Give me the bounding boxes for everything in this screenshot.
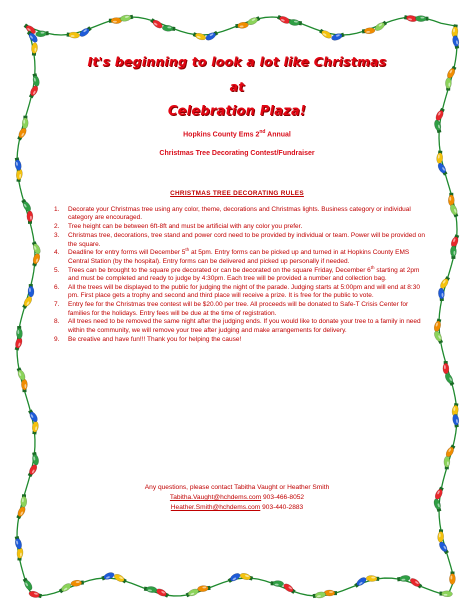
organizer-subtitle bbox=[46, 129, 428, 138]
light-bulb bbox=[197, 585, 211, 592]
light-bulb bbox=[282, 582, 296, 594]
light-bulb bbox=[433, 318, 442, 332]
email-link-tabitha[interactable]: Tabitha.Vaught@hchdems.com bbox=[169, 494, 262, 502]
light-bulb bbox=[204, 30, 218, 42]
rule-item bbox=[54, 301, 426, 318]
light-bulb bbox=[437, 529, 444, 542]
light-bulb bbox=[21, 379, 27, 392]
light-bulb bbox=[32, 73, 41, 87]
light-bulb bbox=[28, 84, 39, 98]
light-bulb bbox=[155, 587, 169, 598]
light-bulb bbox=[445, 78, 451, 91]
light-bulb bbox=[21, 295, 33, 309]
light-bulb bbox=[449, 571, 455, 584]
light-bulb bbox=[434, 486, 445, 500]
rule-text: Christmas tree, decorations, tree stand and power cord need to be provided by individual or team. Power will be provided on the square. bbox=[68, 232, 425, 248]
light-bulb bbox=[101, 571, 115, 581]
rule-number: 3. bbox=[54, 232, 60, 240]
light-bulb bbox=[450, 234, 460, 248]
rule-text: Entry fee for the Christmas tree contest will be $20.00 per tree. All proceeds will be donated to Safe-T Crisis Center for families for the holidays. Entry fees will be due at the time of registration. bbox=[68, 301, 409, 317]
light-bulb bbox=[437, 162, 449, 176]
light-bulb bbox=[409, 577, 423, 589]
light-bulb bbox=[439, 276, 451, 290]
light-bulb bbox=[28, 284, 34, 297]
rule-text: All trees need to be removed the same night after the judging ends. If you would like to donate your tree to a family in need within the community, we will remove your tree after judging and make arrangements for delivery. bbox=[68, 318, 421, 334]
rule-number: 2. bbox=[54, 223, 60, 231]
light-bulb bbox=[277, 14, 291, 25]
light-bulb bbox=[27, 463, 39, 477]
phone-tabitha: 903-466-8052 bbox=[261, 494, 305, 502]
rule-number: 9. bbox=[54, 335, 60, 343]
light-bulb bbox=[433, 498, 443, 512]
light-bulb bbox=[113, 573, 127, 585]
light-bulb bbox=[452, 414, 460, 428]
light-bulb bbox=[31, 253, 41, 267]
rule-item bbox=[54, 264, 426, 284]
rule-item bbox=[54, 206, 426, 223]
light-bulb bbox=[246, 15, 260, 26]
rule-item bbox=[54, 318, 426, 335]
light-bulb bbox=[35, 30, 48, 37]
light-bulb bbox=[14, 536, 23, 550]
light-bulb bbox=[374, 20, 388, 32]
light-bulb bbox=[438, 541, 450, 555]
light-bulb bbox=[14, 157, 22, 171]
light-bulb bbox=[120, 14, 134, 22]
light-bulb bbox=[446, 65, 458, 79]
rule-number: 8. bbox=[54, 318, 60, 326]
light-bulb bbox=[16, 367, 27, 381]
phone-heather: 903-440-2883 bbox=[260, 504, 304, 512]
rule-text-end: at 5pm. Entry forms can be picked up and turned in at Hopkins County EMS Central Station (by the hospital). Entry forms can be delivered and picked up personally if needed. bbox=[68, 249, 410, 265]
light-bulb bbox=[450, 246, 456, 259]
light-bulb bbox=[16, 127, 27, 141]
light-bulb bbox=[22, 116, 28, 129]
light-bulb bbox=[31, 241, 42, 255]
rule-text: All the trees will be displayed to the public for judging the night of the parade. Judging starts at 5:00pm and will end at 8:30 pm. First place gets a trophy and second and third place will receive a prize. It is free for the public to vote. bbox=[68, 283, 420, 300]
light-bulb bbox=[271, 580, 284, 587]
light-bulb bbox=[448, 193, 454, 206]
light-bulb bbox=[434, 107, 445, 121]
light-bulb bbox=[362, 27, 375, 34]
organizer-text: Hopkins County Ems 2 bbox=[183, 131, 260, 139]
light-bulb bbox=[319, 28, 333, 40]
light-bulb bbox=[58, 582, 72, 594]
light-bulb bbox=[331, 32, 345, 42]
organizer-annual: Annual bbox=[265, 131, 291, 139]
light-bulb bbox=[433, 119, 442, 133]
contact-section bbox=[46, 483, 428, 514]
light-bulb bbox=[192, 31, 206, 41]
light-bulb bbox=[227, 572, 241, 584]
light-bulb bbox=[366, 575, 379, 582]
light-bulb bbox=[452, 35, 460, 49]
rule-number: 1. bbox=[54, 206, 60, 213]
rule-item bbox=[54, 284, 426, 301]
light-bulb bbox=[15, 505, 26, 519]
rule-ordinal: th bbox=[370, 264, 375, 270]
light-bulb bbox=[22, 577, 34, 591]
rules-heading: CHRISTMAS TREE DECORATING RULES bbox=[170, 190, 304, 197]
headline-line-1: It's beginning to look a lot like Christmas bbox=[87, 54, 387, 69]
light-bulb bbox=[449, 203, 459, 217]
light-bulb bbox=[16, 326, 22, 339]
light-bulb bbox=[433, 330, 444, 344]
rule-text: Decorate your Christmas tree using any color, theme, decorations and Christmas lights. Business category or individual category are encouraged. bbox=[68, 206, 411, 222]
rule-text-end: starting at 2pm and must be completed and ready to judge by 4:30pm. Each tree will be provided a number and collection bag. bbox=[68, 266, 420, 283]
rule-item bbox=[54, 223, 426, 231]
light-bulb bbox=[162, 25, 175, 32]
light-bulb bbox=[27, 409, 39, 423]
rule-text: Be creative and have fun!!! Thank you for helping the cause! bbox=[68, 335, 242, 343]
contact-line-2 bbox=[46, 503, 428, 513]
rule-ordinal: th bbox=[185, 247, 190, 253]
light-bulb bbox=[312, 591, 326, 599]
light-bulb bbox=[20, 198, 32, 212]
light-bulb bbox=[185, 588, 199, 599]
light-bulb bbox=[444, 372, 456, 386]
flyer bbox=[46, 46, 428, 567]
light-bulb bbox=[239, 572, 253, 581]
light-bulb bbox=[439, 591, 452, 597]
light-bulb bbox=[444, 456, 450, 469]
rule-text: Tree height can be between 6ft-8ft and must be artificial with any color you prefer. bbox=[68, 223, 303, 231]
contact-line-1 bbox=[46, 493, 428, 503]
light-bulb bbox=[438, 288, 445, 301]
rule-number: 5. bbox=[54, 266, 60, 274]
organizer-ordinal: nd bbox=[259, 129, 266, 135]
light-bulb bbox=[150, 17, 164, 29]
rules-list bbox=[54, 206, 426, 345]
headline-line-3: Celebration Plaza! bbox=[167, 104, 307, 119]
rule-number: 7. bbox=[54, 301, 60, 309]
contact-intro: Any questions, please contact Tabitha Vaught or Heather Smith bbox=[144, 484, 330, 491]
rule-number: 6. bbox=[54, 283, 60, 291]
light-bulb bbox=[27, 211, 33, 224]
light-bulb bbox=[71, 579, 85, 586]
rule-text-start: Deadline for entry forms will December 5 bbox=[68, 249, 186, 257]
light-bulb bbox=[415, 15, 428, 21]
light-bulb bbox=[443, 361, 449, 374]
light-bulb bbox=[445, 444, 457, 458]
event-subtitle: Christmas Tree Decorating Contest/Fundraiser bbox=[159, 150, 315, 157]
rule-item bbox=[54, 336, 426, 344]
headline-line-2: at bbox=[229, 79, 245, 94]
rule-number: 4. bbox=[54, 249, 60, 257]
rule-item bbox=[54, 232, 426, 249]
email-link-heather[interactable]: Heather.Smith@hchdems.com bbox=[170, 504, 261, 512]
light-bulb bbox=[28, 590, 42, 599]
rule-text-start: Trees can be brought to the square pre decorated or can be decorated on the square Friday, December 6 bbox=[68, 266, 371, 274]
light-bulb bbox=[21, 494, 27, 507]
